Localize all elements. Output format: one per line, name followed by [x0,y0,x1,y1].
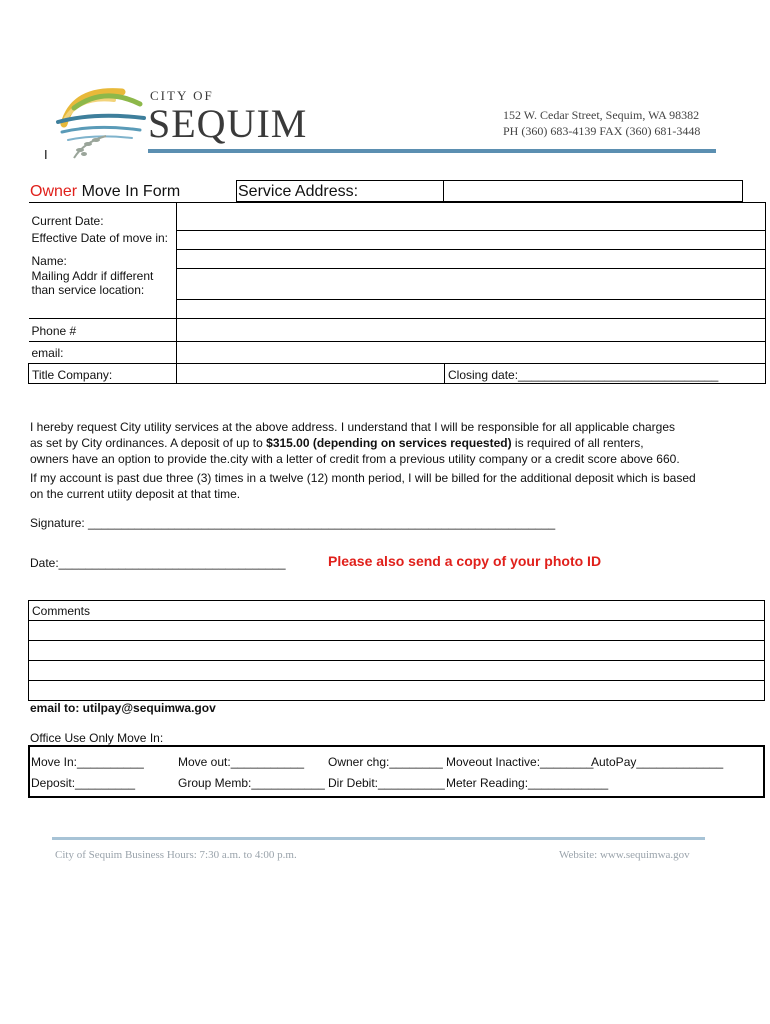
mailing-address-label-line2: than service location: [31,282,145,297]
office-meter-reading[interactable]: Meter Reading:____________ [446,776,609,790]
service-address-field[interactable] [443,180,743,202]
mailing-address-field-1[interactable] [177,269,766,300]
office-group-memb[interactable]: Group Memb:___________ [178,776,325,790]
footer-website[interactable]: Website: www.sequimwa.gov [559,849,690,861]
office-autopay[interactable]: AutoPay_____________ [591,755,724,769]
request-paragraph-line3: owners have an option to provide the.city with a letter of credit from a previous utility company or a credit score above 660. [30,452,680,466]
office-use-box [28,745,765,798]
mailing-address-label-line1: Mailing Addr if different [31,268,154,283]
form-title-rest: Move In Form [77,183,181,200]
comments-label: Comments [29,601,765,621]
closing-date-field[interactable]: Closing date:______________________________ [445,364,766,384]
past-due-paragraph-line2: on the current utiity deposit at that time. [30,487,241,501]
comments-line-4[interactable] [29,681,765,701]
form-title [30,183,180,201]
email-label: email: [29,342,177,364]
current-date-label: Current Date: [29,203,177,231]
past-due-paragraph-line1: If my account is past due three (3) times in a twelve (12) month period, I will be billed for the additional deposit which is based [30,471,696,485]
phone-label: Phone # [29,319,177,342]
city-address: 152 W. Cedar Street, Sequim, WA 98382 [503,108,700,122]
deposit-text-b: is required of all renters, [511,436,644,450]
city-phone-fax: PH (360) 683-4139 FAX (360) 681-3448 [503,124,701,138]
comments-line-1[interactable] [29,621,765,641]
owner-info-table [28,202,766,384]
effective-date-label: Effective Date of move in: [31,230,169,245]
city-logo-graphic [44,78,150,162]
comments-line-2[interactable] [29,641,765,661]
effective-date-field[interactable] [177,231,766,250]
form-title-owner: Owner [30,183,78,200]
phone-field[interactable] [177,319,766,342]
current-date-field[interactable] [177,203,766,231]
office-owner-chg[interactable]: Owner chg:________ [328,755,443,769]
mailing-address-label [29,269,177,319]
service-address-label: Service Address: [238,183,359,200]
email-field[interactable] [177,342,766,364]
footer-divider [52,837,705,840]
photo-id-notice: Please also send a copy of your photo ID [328,553,602,569]
comments-table [28,600,765,701]
office-dir-debit[interactable]: Dir Debit:__________ [328,776,445,790]
office-move-in[interactable]: Move In:__________ [31,755,144,769]
office-moveout-inactive[interactable]: Moveout Inactive:________ [446,755,594,769]
deposit-amount: $315.00 (depending on services requested) [266,436,512,450]
header-divider [148,149,716,153]
title-company-field[interactable] [177,364,445,384]
logo-city-of-text: CITY OF [150,88,214,103]
comments-line-3[interactable] [29,661,765,681]
mailing-address-field-2[interactable] [177,300,766,319]
request-paragraph-line1: I hereby request City utility services at the above address. I understand that I will be responsible for all applicable charges [30,420,676,434]
date-line[interactable]: Date:__________________________________ [30,556,286,570]
deposit-text-a: as set by City ordinances. A deposit of up to [30,436,267,450]
name-label: Name: [31,253,67,268]
email-to-address[interactable]: email to: utilpay@sequimwa.gov [30,701,216,715]
text-cursor-mark: I [44,147,48,162]
request-paragraph-line2 [30,435,644,451]
footer-business-hours: City of Sequim Business Hours: 7:30 a.m. to 4:00 p.m. [55,849,297,861]
name-field[interactable] [177,250,766,269]
logo-sequim-text: SEQUIM [148,101,308,146]
office-use-label: Office Use Only Move In: [30,731,164,745]
signature-line[interactable]: Signature: ______________________________________________________________________ [30,516,556,530]
title-company-label: Title Company: [29,364,177,384]
office-deposit[interactable]: Deposit:_________ [31,776,136,790]
office-move-out[interactable]: Move out:___________ [178,755,305,769]
